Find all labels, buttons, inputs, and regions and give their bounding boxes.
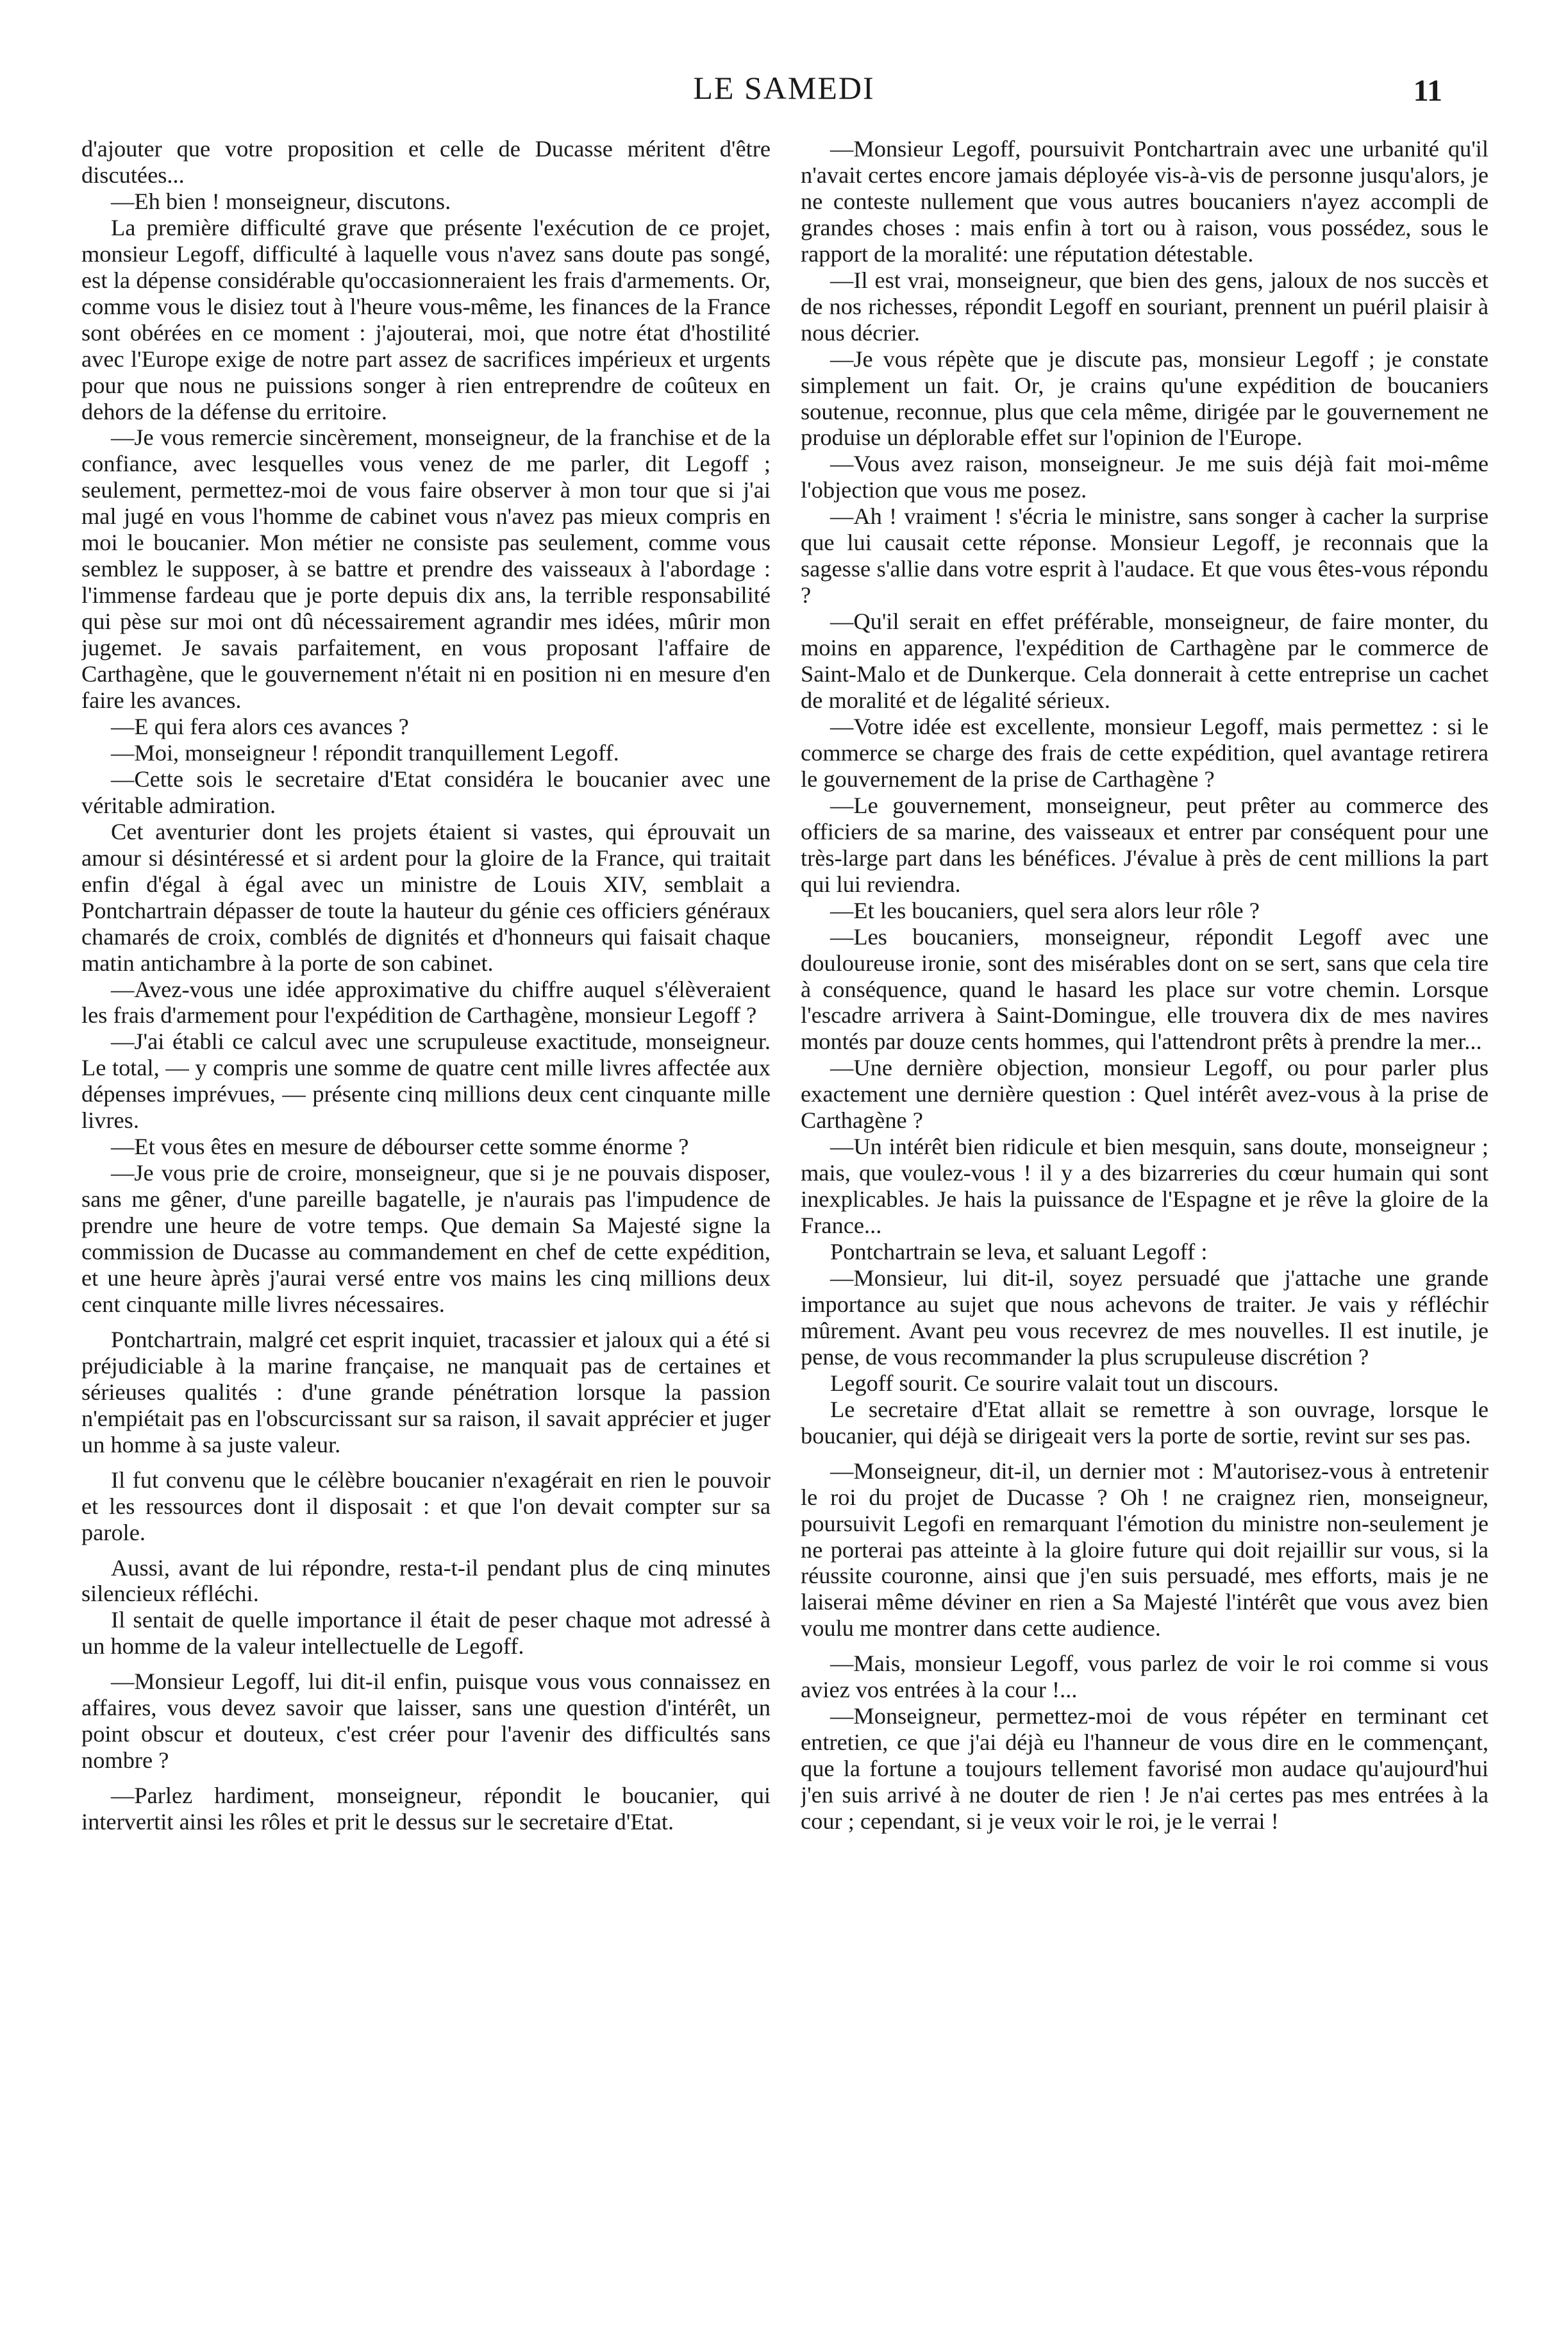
paragraph: —Monseigneur, dit-il, un dernier mot : M'autorisez-vous à entretenir le roi du projet de Ducasse ? Oh ! ne craignez rien, monseigneur, poursuivit Legofi en remarquant l'émotion du ministre non-seulement je ne porterai pas atteinte à la gloire future qui doit rejaillir sur vous, si la réussite couronne, ainsi que j'en suis persuadé, mes efforts, mais je ne laiserai même déviner en rien a Sa Majesté l'intérêt que vous avez bien voulu me montrer dans cette audience.	[801, 1458, 1489, 1642]
paragraph: —Votre idée est excellente, monsieur Legoff, mais permettez : si le commerce se charge des frais de cette expédition, quel avantage retirera le gouvernement de la prise de Carthagène ?	[801, 713, 1489, 792]
paragraph: —Qu'il serait en effet préférable, monseigneur, de faire monter, du moins en apparence, l'expédition de Carthagène par le commerce de Saint-Malo et de Dunkerque. Cela donnerait à cette entreprise un cachet de moralité et de légalité sérieux.	[801, 609, 1489, 714]
paragraph: —Et les boucaniers, quel sera alors leur rôle ?	[830, 897, 1260, 923]
running-head	[0, 69, 1568, 121]
paragraph: —Mais, monsieur Legoff, vous parlez de voir le roi comme si vous aviez vos entrées à la cour !...	[801, 1651, 1489, 1703]
page-title: LE SAMEDI	[693, 70, 875, 106]
paragraph: Aussi, avant de lui répondre, resta-t-il pendant plus de cinq minutes silencieux réfléchi.	[81, 1554, 771, 1607]
page-number: 11	[1413, 74, 1442, 108]
paragraph: —Je vous répète que je discute pas, monsieur Legoff ; je constate simplement un fait. Or, je crains qu'une expédition de boucaniers soutenue, reconnue, plus que cela même, dirigée par le gouvernement ne produise un déplorable effet sur l'opinion de l'Europe.	[801, 346, 1489, 451]
paragraph: —Et vous êtes en mesure de débourser cette somme énorme ?	[111, 1134, 689, 1160]
paragraph: —Il est vrai, monseigneur, que bien des gens, jaloux de nos succès et de nos richesses, répondit Legoff en souriant, prennent un puéril plaisir à nous décrier.	[801, 267, 1489, 346]
paragraph: Il sentait de quelle importance il était de peser chaque mot adressé à un homme de la valeur intellectuelle de Legoff.	[81, 1607, 771, 1660]
paragraph: —Monseigneur, permettez-moi de vous répéter en terminant cet entretien, ce que j'ai déjà eu l'hanneur de vous dire en le commençant, que la fortune a toujours tellement favorisé mon audace qu'aujourd'hui j'en suis arrivé à ne douter de rien ! Je n'ai certes pas mes entrées à la cour ; cependant, si je veux voir le roi, je le verrai !	[801, 1703, 1489, 1835]
paragraph: —Monsieur Legoff, lui dit-il enfin, puisque vous vous connaissez en affaires, vous devez savoir que laisser, sans une question d'intérêt, un point obscur et douteux, c'est créer pour l'avenir des difficultés sans nombre ?	[81, 1668, 771, 1774]
paragraph: —Je vous prie de croire, monseigneur, que si je ne pouvais disposer, sans me gêner, d'une pareille bagatelle, je n'aurais pas l'impudence de prendre une heure de votre temps. Que demain Sa Majesté signe la commission de Ducasse au commandement en chef de cette expédition, et une heure àprès j'aurai versé entre vos mains les cinq millions deux cent cinquante mille livres nécessaires.	[81, 1160, 771, 1317]
paragraph: d'ajouter que votre proposition et celle de Ducasse méritent d'être discutées...	[81, 136, 771, 188]
paragraph: —Les boucaniers, monseigneur, répondit Legoff avec une douloureuse ironie, sont des misérables dont on se sert, sans que cela tire à conséquence, quand le hasard les place sur votre chemin. Lorsque l'escadre arrivera à Saint-Domingue, elle trouvera dix de mes navires montés par douze cents hommes, qui l'attendront prêts à prendre la mer...	[801, 923, 1489, 1055]
paragraph: —Avez-vous une idée approximative du chiffre auquel s'élèveraient les frais d'armement pour l'expédition de Carthagène, monsieur Legoff ?	[81, 976, 771, 1029]
paragraph: —Cette sois le secretaire d'Etat considéra le boucanier avec une véritable admiration.	[81, 766, 771, 818]
right-column	[801, 136, 1489, 2303]
paragraph: —Le gouvernement, monseigneur, peut prêter au commerce des officiers de sa marine, des vaisseaux et entrer par conséquent pour une très-large part dans les bénéfices. J'évalue à près de cent millions la part qui lui reviendra.	[801, 792, 1489, 897]
left-column	[81, 136, 771, 2303]
paragraph: —Un intérêt bien ridicule et bien mesquin, sans doute, monseigneur ; mais, que voulez-vous ! il y a des bizarreries du cœur humain qui sont inexplicables. Je hais la puissance de l'Espagne et je rêve la gloire de la France...	[801, 1134, 1489, 1239]
paragraph: —Monsieur, lui dit-il, soyez persuadé que j'attache une grande importance au sujet que nous achevons de traiter. Je vais y réfléchir mûrement. Avant peu vous recevrez de mes nouvelles. Il est inutile, je pense, de vous recommander la plus scrupuleuse discrétion ?	[801, 1265, 1489, 1370]
paragraph: —Monsieur Legoff, poursuivit Pontchartrain avec une urbanité qu'il n'avait certes encore jamais déployée vis-à-vis de personne jusqu'alors, je ne conteste nullement que vous autres boucaniers n'ayez accompli de grandes choses : mais enfin à tort ou à raison, vous possédez, sous le rapport de la moralité: une réputation détestable.	[801, 136, 1489, 267]
paragraph: —Eh bien ! monseigneur, discutons.	[111, 188, 451, 214]
paragraph: —Je vous remercie sincèrement, monseigneur, de la franchise et de la confiance, avec lesquelles vous venez de me parler, dit Legoff ; seulement, permettez-moi de vous faire observer à mon tour que si j'ai mal jugé en vous l'homme de cabinet vous n'avez pas mieux compris en moi le boucanier. Mon métier ne consiste pas seulement, comme vous semblez le supposer, à se battre et prendre des vaisseaux à l'abordage : l'immense fardeau que je porte depuis dix ans, la terrible responsabilité qui pèse sur moi ont dû nécessairement agrandir mes idées, mûrir mon jugemet. Je savais parfaitement, en vous proposant l'affaire de Carthagène, que le gouvernement n'était ni en position ni en mesure d'en faire les avances.	[81, 424, 771, 714]
paragraph: Pontchartrain se leva, et saluant Legoff :	[830, 1239, 1208, 1265]
paragraph: —Une dernière objection, monsieur Legoff, ou pour parler plus exactement une dernière question : Quel intérêt avez-vous à la prise de Carthagène ?	[801, 1055, 1489, 1134]
paragraph: La première difficulté grave que présente l'exécution de ce projet, monsieur Legoff, difficulté à laquelle vous n'avez sans doute pas songé, est la dépense considérable qu'occasionneraient les frais d'armements. Or, comme vous le disiez tout à l'heure vous-même, les finances de la France sont obérées en ce moment : j'ajouterai, moi, que notre état d'hostilité avec l'Europe exige de notre part assez de sacrifices impérieux et urgents pour que nous ne puissions songer à rien entreprendre de coûteux en dehors de la défense du erritoire.	[81, 214, 771, 424]
paragraph: —Parlez hardiment, monseigneur, répondit le boucanier, qui intervertit ainsi les rôles et prit le dessus sur le secretaire d'Etat.	[81, 1783, 771, 1835]
paragraph: Pontchartrain, malgré cet esprit inquiet, tracassier et jaloux qui a été si préjudiciable à la marine française, ne manquait pas de certaines et sérieuses qualités : d'une grande pénétration lorsque la passion n'empiétait pas en l'obscurcissant sur sa raison, il savait apprécier et juger un homme à sa juste valeur.	[81, 1326, 771, 1458]
paragraph: —J'ai établi ce calcul avec une scrupuleuse exactitude, monseigneur. Le total, — y compris une somme de quatre cent mille livres affectée aux dépenses imprévues, — présente cinq millions deux cent cinquante mille livres.	[81, 1029, 771, 1134]
paragraph: Cet aventurier dont les projets étaient si vastes, qui éprouvait un amour si désintéressé et si ardent pour la gloire de la France, qui traitait enfin d'égal à égal avec un ministre de Louis XIV, semblait a Pontchartrain dépasser de toute la hauteur du génie ces officiers généraux chamarés de croix, comblés de dignités et d'honneurs qui faisait chaque matin antichambre à la porte de son cabinet.	[81, 818, 771, 976]
paragraph: —Ah ! vraiment ! s'écria le ministre, sans songer à cacher la surprise que lui causait cette réponse. Monsieur Legoff, je reconnais que la sagesse s'allie dans votre esprit à l'audace. Et que vous êtes-vous répondu ?	[801, 503, 1489, 609]
paragraph: —E qui fera alors ces avances ?	[111, 713, 409, 739]
paragraph: Il fut convenu que le célèbre boucanier n'exagérait en rien le pouvoir et les ressources dont il disposait : et que l'on devait compter sur sa parole.	[81, 1466, 771, 1545]
paragraph: —Vous avez raison, monseigneur. Je me suis déjà fait moi-même l'objection que vous me posez.	[801, 451, 1489, 503]
paragraph: Le secretaire d'Etat allait se remettre à son ouvrage, lorsque le boucanier, qui déjà se dirigeait vers la porte de sortie, revint sur ses pas.	[801, 1396, 1489, 1449]
paragraph: —Moi, monseigneur ! répondit tranquillement Legoff.	[111, 739, 619, 766]
paragraph: Legoff sourit. Ce sourire valait tout un discours.	[830, 1370, 1279, 1396]
